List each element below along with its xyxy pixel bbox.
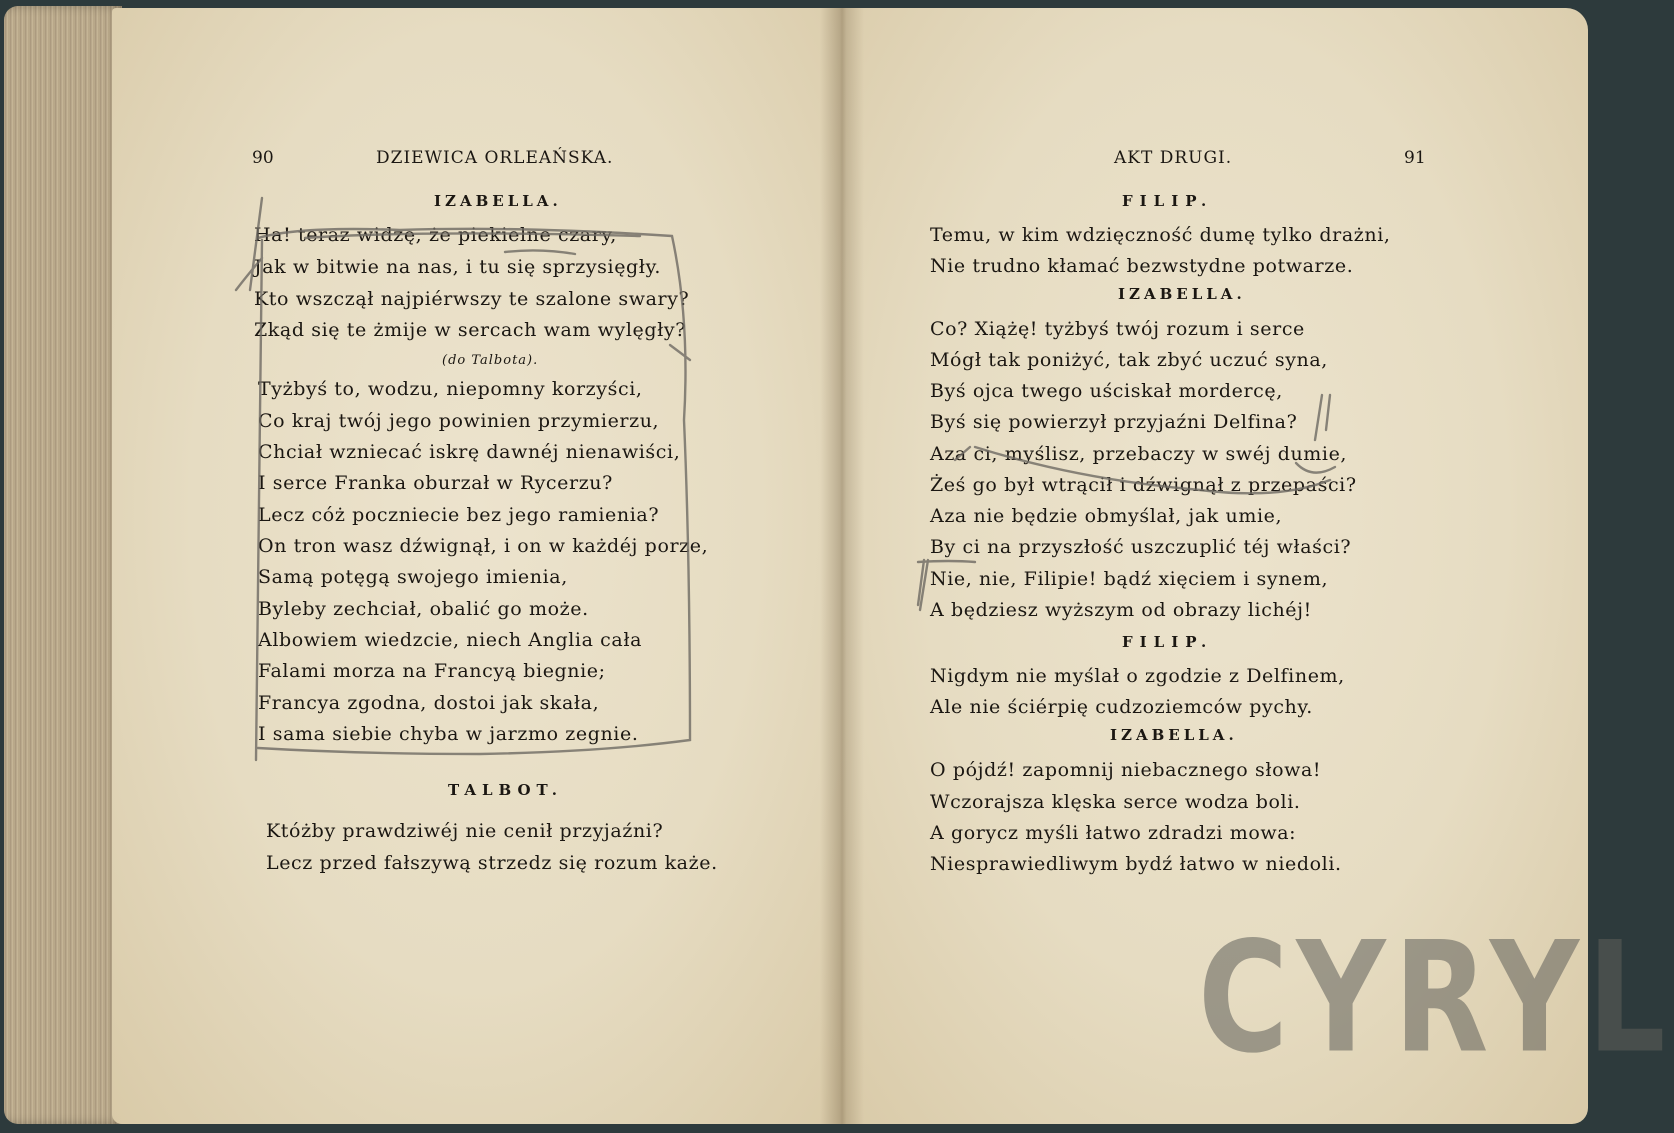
cyryl-watermark: CYRYL	[1198, 909, 1674, 1088]
verse-line: Kto wszczął najpiérwszy te szalone swary?	[254, 288, 690, 310]
verse-line: Niesprawiedliwym bydź łatwo w niedoli.	[930, 853, 1342, 875]
verse-line: Aza ci, myślisz, przebaczy w swéj dumie,	[930, 443, 1348, 465]
speaker-filip: FILIP.	[1122, 633, 1214, 651]
verse-line: Żeś go był wtrącił i dźwignął z przepaści?	[930, 474, 1357, 496]
verse-line: Nie trudno kłamać bezwstydne potwarze.	[930, 255, 1354, 277]
verse-line: Falami morza na Francyą biegnie;	[258, 660, 606, 682]
speaker-izabella: IZABELLA.	[434, 192, 562, 210]
stage-direction: (do Talbota).	[442, 353, 539, 368]
verse-line: Francya zgodna, dostoi jak skała,	[258, 692, 600, 714]
verse-line: Wczorajsza klęska serce wodza boli.	[930, 791, 1301, 813]
speaker-izabella: IZABELLA.	[1118, 285, 1246, 303]
verse-line: Ha! teraz widzę, że piekielne czary,	[254, 224, 617, 246]
verse-line: I sama siebie chyba w jarzmo zegnie.	[258, 723, 639, 745]
verse-line: O pójdź! zapomnij niebacznego słowa!	[930, 759, 1322, 781]
verse-line: Lecz cóż poczniecie bez jego ramienia?	[258, 504, 660, 526]
verse-line: Jak w bitwie na nas, i tu się sprzysięgły.	[254, 256, 662, 278]
verse-line: Samą potęgą swojego imienia,	[258, 566, 568, 588]
speaker-izabella: IZABELLA.	[1110, 726, 1238, 744]
verse-line: Nie, nie, Filipie! bądź xięciem i synem,	[930, 568, 1329, 590]
page-edges	[4, 6, 122, 1124]
verse-line: Byś ojca twego uściskał mordercę,	[930, 380, 1283, 402]
verse-line: A gorycz myśli łatwo zdradzi mowa:	[930, 822, 1297, 844]
verse-line: Co? Xiążę! tyżbyś twój rozum i serce	[930, 318, 1305, 340]
verse-line: By ci na przyszłość uszczuplić téj właści?	[930, 536, 1352, 558]
speaker-talbot: TALBOT.	[448, 781, 564, 799]
verse-line: Albowiem wiedzcie, niech Anglia cała	[258, 629, 643, 651]
verse-line: Temu, w kim wdzięczność dumę tylko drażni,	[930, 224, 1391, 246]
verse-line: Lecz przed fałszywą strzedz się rozum każe.	[266, 852, 718, 874]
page-number-right: 91	[1404, 148, 1426, 168]
verse-line: I serce Franka oburzał w Rycerzu?	[258, 472, 613, 494]
left-page	[112, 8, 840, 1124]
verse-line: Tyżbyś to, wodzu, niepomny korzyści,	[258, 378, 643, 400]
speaker-filip: FILIP.	[1122, 192, 1214, 210]
verse-line: A będziesz wyższym od obrazy lichéj!	[930, 599, 1312, 621]
verse-line: Zkąd się te żmije w sercach wam wylęgły?	[254, 319, 687, 341]
running-head-right: AKT DRUGI.	[1114, 148, 1233, 168]
verse-line: Co kraj twój jego powinien przymierzu,	[258, 410, 660, 432]
verse-line: Byś się powierzył przyjaźni Delfina?	[930, 411, 1298, 433]
verse-line: Nigdym nie myślał o zgodzie z Delfinem,	[930, 665, 1345, 687]
verse-line: Aza nie będzie obmyślał, jak umie,	[930, 505, 1283, 527]
verse-line: Któżby prawdziwéj nie cenił przyjaźni?	[266, 820, 664, 842]
running-head-left: DZIEWICA ORLEAŃSKA.	[376, 148, 614, 168]
page-number-left: 90	[252, 148, 274, 168]
verse-line: Ale nie ściérpię cudzoziemców pychy.	[930, 696, 1313, 718]
verse-line: Chciał wzniecać iskrę dawnéj nienawiści,	[258, 441, 681, 463]
verse-line: Mógł tak poniżyć, tak zbyć uczuć syna,	[930, 349, 1328, 371]
verse-line: Byleby zechciał, obalić go może.	[258, 598, 589, 620]
book-gutter	[820, 8, 864, 1124]
verse-line: On tron wasz dźwignął, i on w każdéj porze,	[258, 535, 709, 557]
